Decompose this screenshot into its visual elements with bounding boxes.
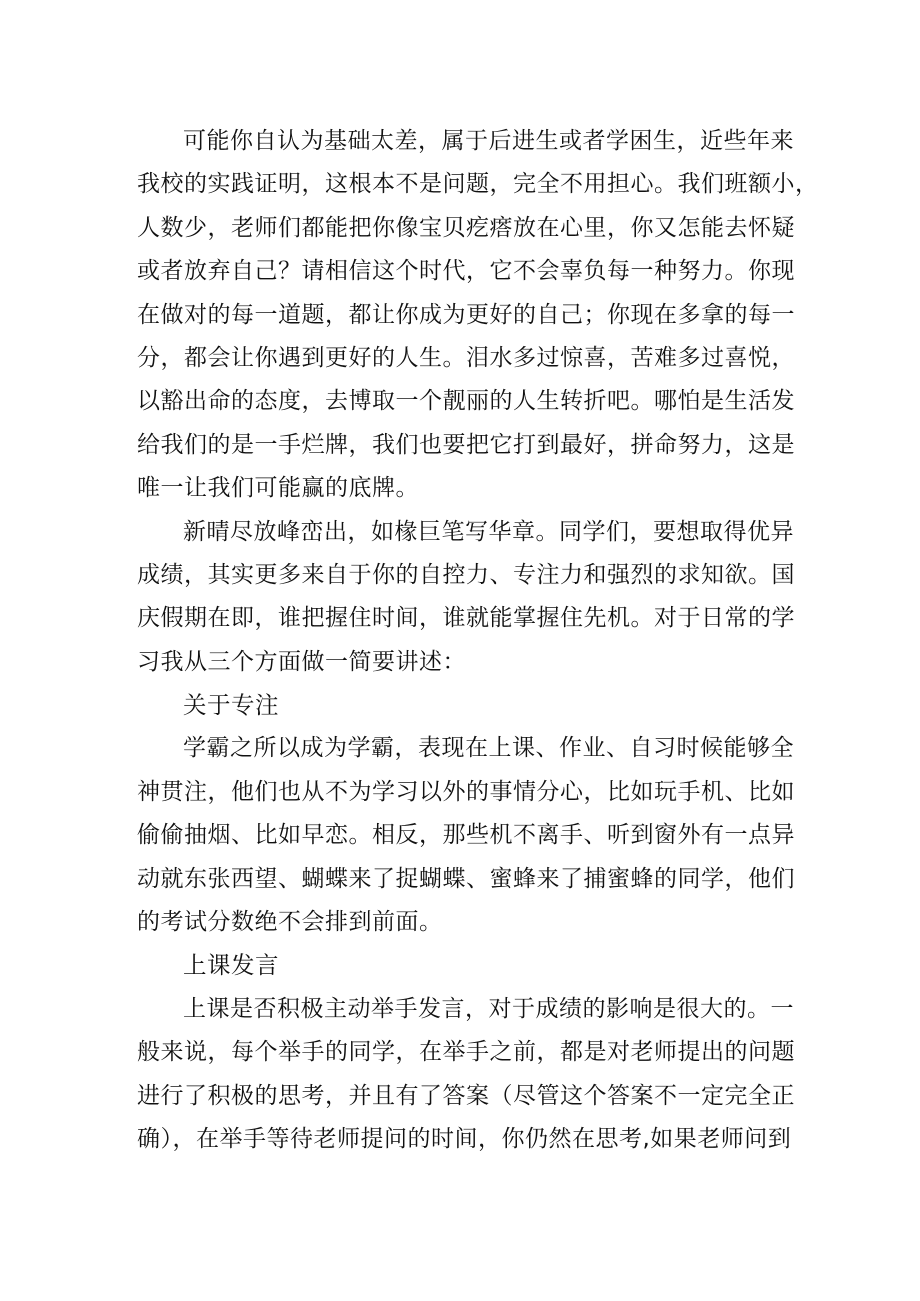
text-line: 给我们的是一手烂牌，我们也要把它打到最好，拼命努力，这是 xyxy=(137,431,795,458)
text-line: 人数少，老师们都能把你像宝贝疙瘩放在心里，你又怎能去怀疑 xyxy=(137,214,795,241)
text-line: 成绩，其实更多来自于你的自控力、专注力和强烈的求知欲。国 xyxy=(137,561,795,588)
text-line: 偷偷抽烟、比如早恋。相反，那些机不离手、听到窗外有一点异 xyxy=(137,822,795,849)
text-line: 或者放弃自己？请相信这个时代，它不会辜负每一种努力。你现 xyxy=(137,258,795,285)
paragraph-speaking xyxy=(137,988,797,1162)
section-heading-focus: 关于专注 xyxy=(183,691,279,720)
paragraph-1 xyxy=(137,120,819,511)
text-line: 般来说，每个举手的同学，在举手之前，都是对老师提出的问题 xyxy=(137,1039,795,1066)
text-line: 神贯注，他们也从不为学习以外的事情分心，比如玩手机、比如 xyxy=(137,778,795,805)
text-line: 上课是否积极主动举手发言，对于成绩的影响是很大的。一 xyxy=(183,995,794,1022)
document-page xyxy=(137,120,819,1161)
text-line: 学霸之所以成为学霸，表现在上课、作业、自习时候能够全 xyxy=(183,735,794,762)
paragraph-focus xyxy=(137,727,797,944)
text-line: 在做对的每一道题，都让你成为更好的自己；你现在多拿的每一 xyxy=(137,301,795,328)
section-heading-speaking: 上课发言 xyxy=(183,951,279,980)
paragraph-2 xyxy=(137,511,797,685)
text-line: 动就东张西望、蝴蝶来了捉蝴蝶、蜜蜂来了捕蜜蜂的同学，他们 xyxy=(137,865,795,892)
text-line: 以豁出命的态度，去博取一个靓丽的人生转折吧。哪怕是生活发 xyxy=(137,388,795,415)
text-line: 可能你自认为基础太差，属于后进生或者学困生，近些年来 xyxy=(183,128,794,154)
text-line: 庆假期在即，谁把握住时间，谁就能掌握住先机。对于日常的学 xyxy=(137,605,795,632)
text-line: 确），在举手等待老师提问的时间，你仍然在思考,如果老师问到 xyxy=(137,1125,792,1152)
text-line: 习我从三个方面做一简要讲述： xyxy=(137,648,466,675)
text-line: 新晴尽放峰峦出，如椽巨笔写华章。同学们，要想取得优异 xyxy=(183,518,794,545)
text-line: 我校的实践证明，这根本不是问题，完全不用担心。我们班额小， xyxy=(137,171,819,198)
text-line: 分，都会让你遇到更好的人生。泪水多过惊喜，苦难多过喜悦， xyxy=(137,344,795,371)
text-line: 唯一让我们可能赢的底牌。 xyxy=(137,475,419,502)
text-line: 进行了积极的思考，并且有了答案（尽管这个答案不一定完全正 xyxy=(137,1082,795,1109)
text-line: 的考试分数绝不会排到前面。 xyxy=(137,909,443,936)
